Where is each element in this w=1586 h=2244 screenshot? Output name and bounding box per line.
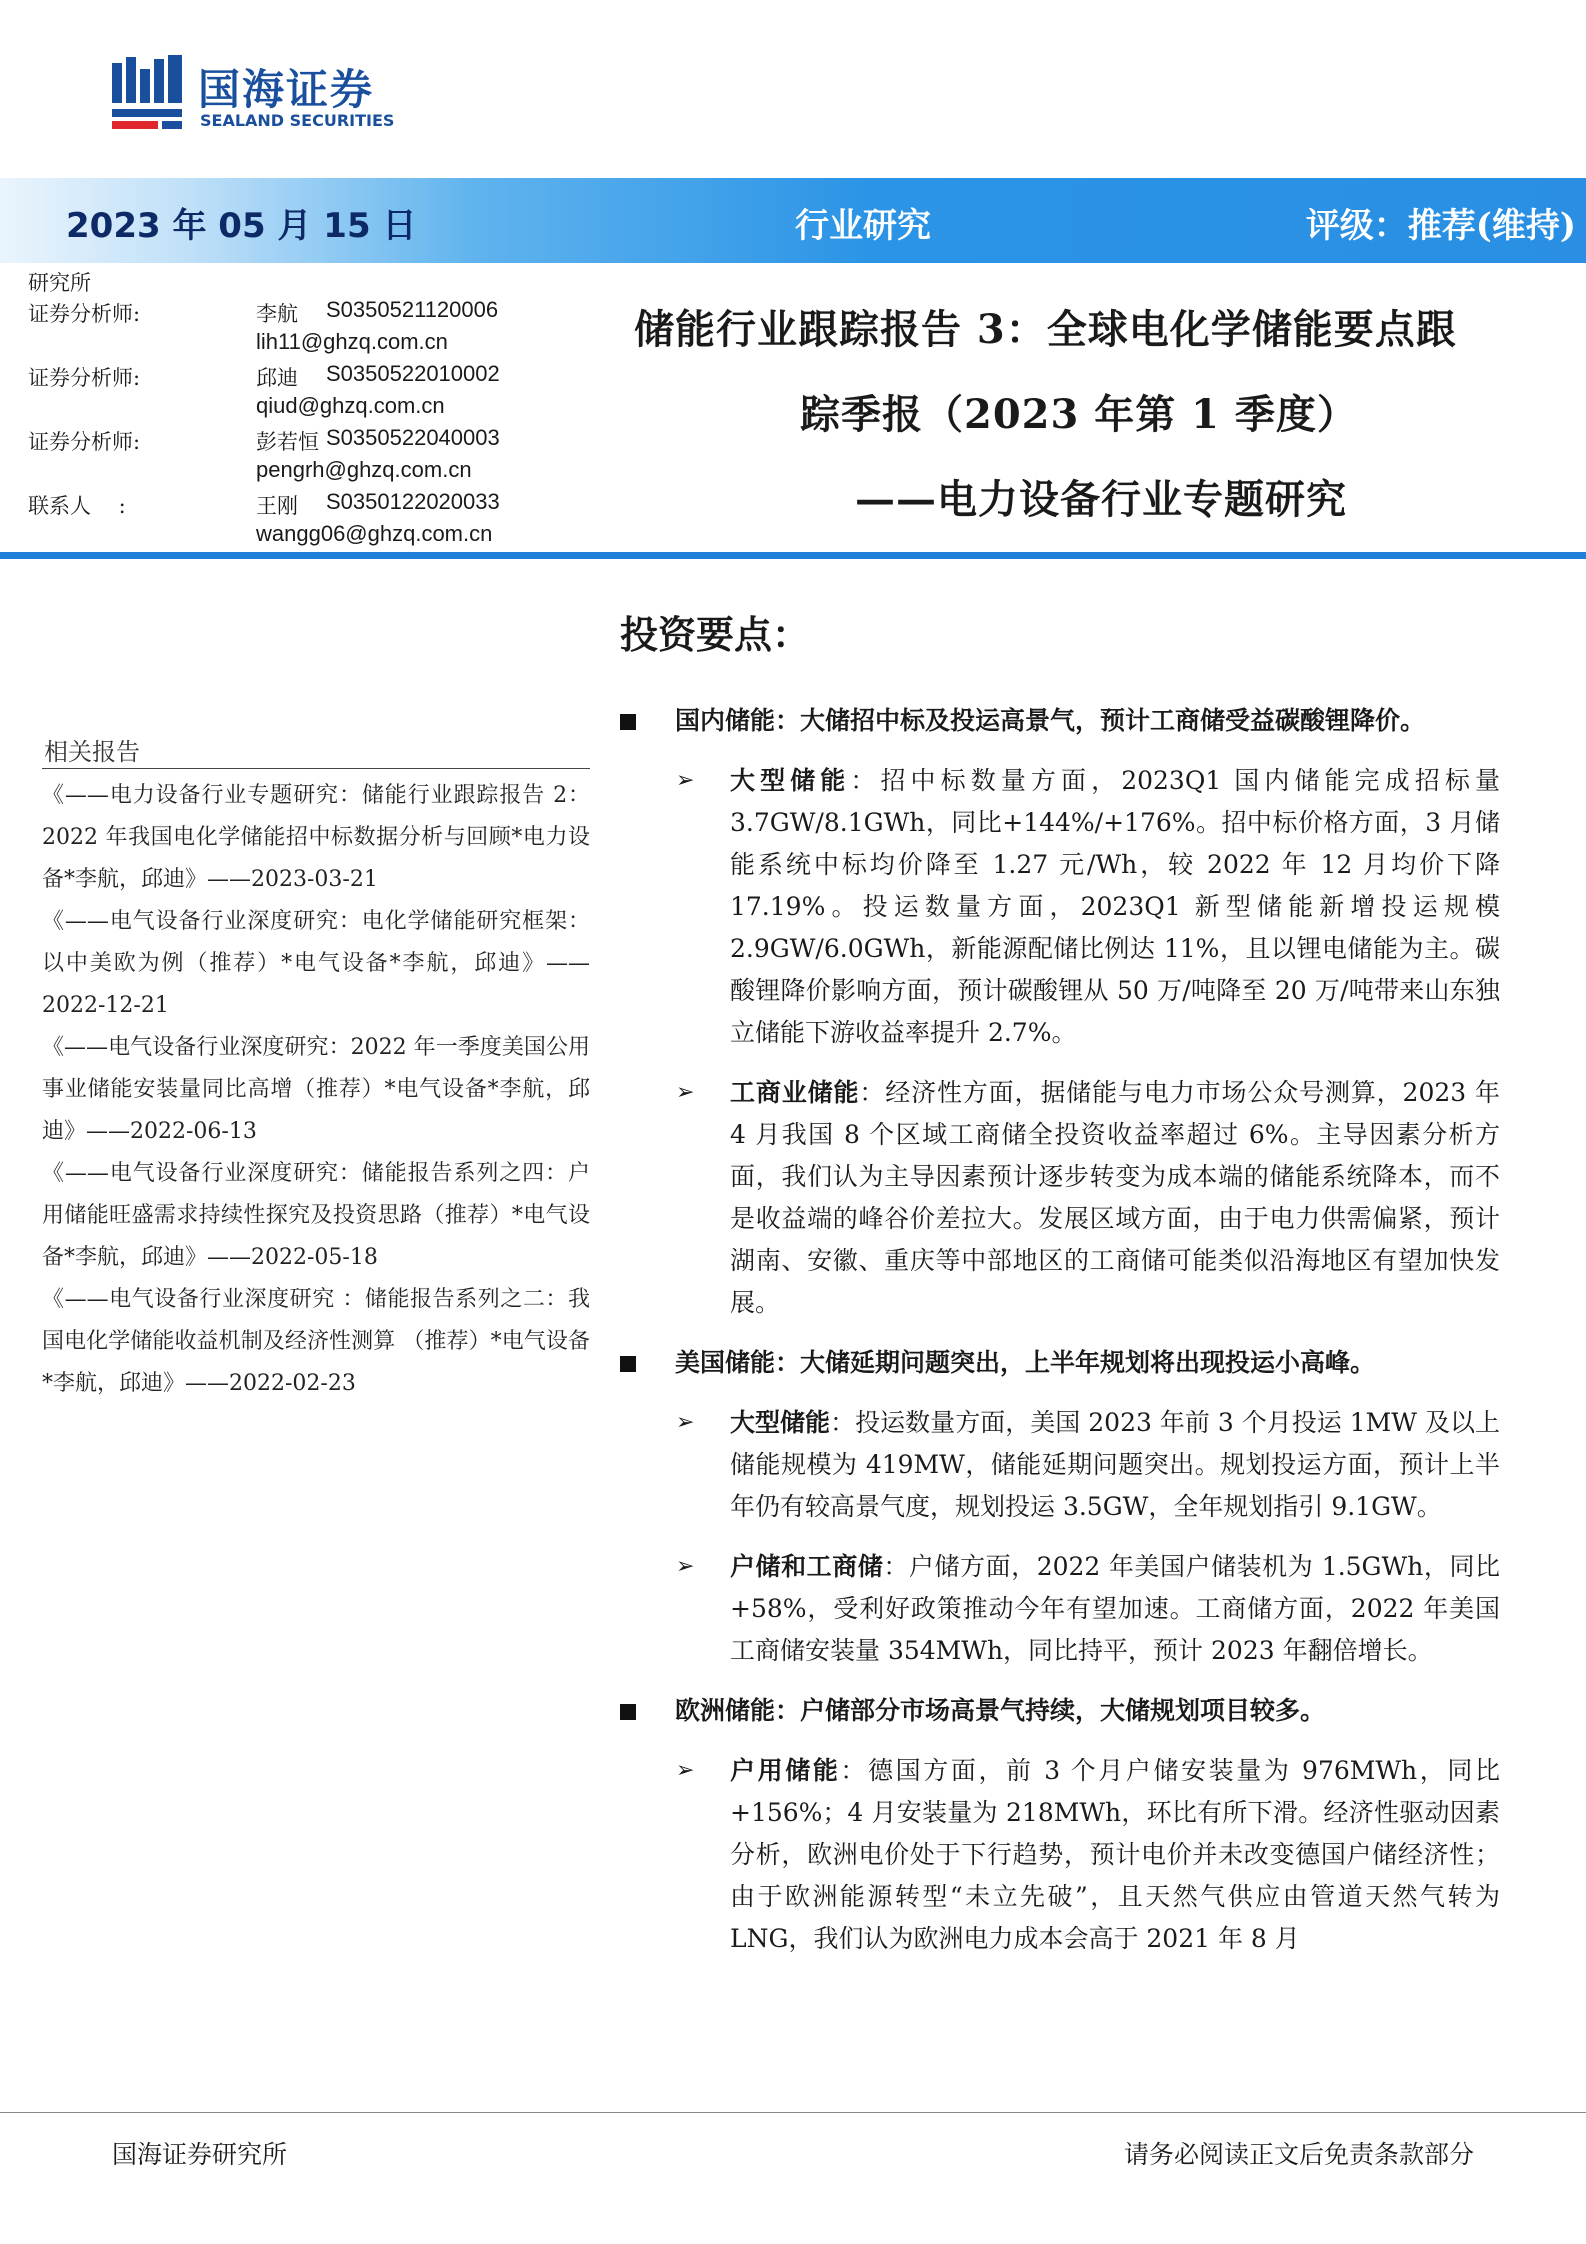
bullet-label: 大型储能: [730, 766, 851, 795]
logo-name-cn: 国海证券: [198, 65, 375, 114]
section-heading-domestic: [620, 700, 1500, 742]
arrow-bullet-icon: ➢: [676, 1758, 695, 1783]
sealand-logo-icon: [110, 55, 188, 131]
analyst-row: [28, 296, 588, 328]
analyst-email[interactable]: lih11@ghzq.com.cn: [256, 329, 448, 354]
analyst-email-row: [28, 328, 588, 360]
contact-role: 联系人 :: [28, 494, 126, 518]
square-bullet-icon: [620, 1356, 636, 1372]
section-heading-text: 国内储能：大储招中标及投运高景气，预计工商储受益碳酸锂降价。: [675, 706, 1426, 735]
bullet-text: ：户储方面，2022 年美国户储装机为 1.5GWh，同比+58%，受利好政策推动今年有望加速。工商储方面，2022 年美国工商储安装量 354MWh，同比持平，预计 2023 年翻倍增长。: [730, 1552, 1500, 1665]
arrow-bullet-icon: ➢: [676, 1554, 695, 1579]
report-title-line-1: 储能行业跟踪报告 3：全球电化学储能要点跟: [634, 306, 1457, 353]
analyst-license: S0350522040003: [326, 425, 500, 450]
company-logo: [110, 55, 410, 135]
bullet-paragraph: [620, 1546, 1500, 1672]
bullet-text: ：投运数量方面，美国 2023 年前 3 个月投运 1MW 及以上储能规模为 419MW，储能延期问题突出。规划投运方面，预计上半年仍有较高景气度，规划投运 3.5GW，全年规划指引 9.1GW。: [730, 1408, 1500, 1521]
square-bullet-icon: [620, 1704, 636, 1720]
footer-disclaimer: 请务必阅读正文后免责条款部分: [1123, 2140, 1474, 2169]
bullet-text: ：德国方面，前 3 个月户储安装量为 976MWh，同比+156%；4 月安装量为 218MWh，环比有所下滑。经济性驱动因素分析，欧洲电价处于下行趋势，预计电价并未改变德国户储经济性；由于欧洲能源转型“未立先破”，且天然气供应由管道天然气转为 LNG，我们认为欧洲电力成本会高于 2021 年 8 月: [730, 1756, 1500, 1953]
bullet-paragraph: [620, 1072, 1500, 1324]
key-points-heading: 投资要点：: [620, 612, 811, 657]
footer-divider: [0, 2112, 1586, 2113]
report-title-line-2: 踪季报（2023 年第 1 季度）: [800, 391, 1358, 438]
bullet-text: ：经济性方面，据储能与电力市场公众号测算，2023 年 4 月我国 8 个区域工商储全投资收益率超过 6%。主导因素分析方面，我们认为主导因素预计逐步转变为成本端的储能系统降本，而不是收益端的峰谷价差拉大。发展区域方面，由于电力供需偏紧，预计湖南、安徽、重庆等中部地区的工商储可能类似沿海地区有望加快发展。: [730, 1078, 1500, 1317]
logo-name-en: SEALAND SECURITIES: [200, 111, 395, 130]
related-report-link[interactable]: 《——电气设备行业深度研究 ：储能报告系列之二：我国电化学储能收益机制及经济性测算 （推荐）*电气设备*李航，邱迪》——2022-02-23: [42, 1287, 590, 1396]
analyst-role: 证券分析师:: [28, 302, 141, 326]
analyst-email[interactable]: pengrh@ghzq.com.cn: [256, 457, 472, 482]
contact-license: S0350122020033: [326, 489, 500, 514]
report-category: 行业研究: [795, 206, 931, 246]
institute-label: 研究所: [28, 271, 91, 295]
analyst-list: [28, 296, 588, 552]
related-report-link[interactable]: 《——电气设备行业深度研究：储能报告系列之四：户用储能旺盛需求持续性探究及投资思路（推荐）*电气设备*李航，邱迪》——2022-05-18: [42, 1161, 590, 1270]
section-heading-text: 欧洲储能：户储部分市场高景气持续，大储规划项目较多。: [675, 1696, 1326, 1725]
analyst-email[interactable]: qiud@ghzq.com.cn: [256, 393, 445, 418]
header-divider: [0, 552, 1586, 559]
analyst-license: S0350522010002: [326, 361, 500, 386]
analyst-email-row: [28, 392, 588, 424]
related-reports-divider: [42, 768, 590, 769]
bullet-paragraph: [620, 760, 1500, 1054]
bullet-paragraph: [620, 1402, 1500, 1528]
arrow-bullet-icon: ➢: [676, 1080, 695, 1105]
arrow-bullet-icon: ➢: [676, 768, 695, 793]
section-heading-europe: [620, 1690, 1500, 1732]
bullet-label: 工商业储能: [730, 1078, 860, 1107]
report-date: 2023 年 05 月 15 日: [66, 206, 417, 246]
arrow-bullet-icon: ➢: [676, 1410, 695, 1435]
analyst-email-row: [28, 456, 588, 488]
report-subtitle: ——电力设备行业专题研究: [855, 476, 1347, 523]
related-report-link[interactable]: 《——电力设备行业专题研究：储能行业跟踪报告 2：2022 年我国电化学储能招中标数据分析与回顾*电力设备*李航，邱迪》——2023-03-21: [42, 783, 590, 892]
related-report-link[interactable]: 《——电气设备行业深度研究：2022 年一季度美国公用事业储能安装量同比高增（推荐）*电气设备*李航，邱迪》——2022-06-13: [42, 1035, 590, 1144]
header-band: [0, 178, 1586, 263]
bullet-label: 大型储能: [730, 1408, 831, 1437]
related-report-link[interactable]: 《——电气设备行业深度研究：电化学储能研究框架：以中美欧为例（推荐）*电气设备*李航，邱迪》——2022-12-21: [42, 909, 590, 1018]
contact-email[interactable]: wangg06@ghzq.com.cn: [256, 521, 493, 546]
analyst-license: S0350521120006: [326, 297, 499, 322]
key-points-body: [620, 700, 1500, 1978]
bullet-paragraph: [620, 1750, 1500, 1960]
bullet-label: 户用储能: [730, 1756, 841, 1785]
analyst-email-row: [28, 520, 588, 552]
related-reports-heading: 相关报告: [44, 738, 140, 766]
analyst-role: 证券分析师:: [28, 430, 141, 454]
bullet-text: ：招中标数量方面，2023Q1 国内储能完成招标量 3.7GW/8.1GWh，同比+144%/+176%。招中标价格方面，3 月储能系统中标均价降至 1.27 元/Wh，较 2022 年 12 月均价下降 17.19%。投运数量方面，2023Q1 新型储能新增投运规模 2.9GW/6.0GWh，新能源配储比例达 11%，且以锂电储能为主。碳酸锂降价影响方面，预计碳酸锂从 50 万/吨降至 20 万/吨带来山东独立储能下游收益率提升 2.7%。: [730, 766, 1500, 1047]
analyst-row: [28, 424, 588, 456]
square-bullet-icon: [620, 714, 636, 730]
analyst-role: 证券分析师:: [28, 366, 141, 390]
section-heading-text: 美国储能：大储延期问题突出，上半年规划将出现投运小高峰。: [675, 1348, 1376, 1377]
analyst-row: [28, 360, 588, 392]
related-reports-list: [42, 775, 590, 1405]
analyst-row: [28, 488, 588, 520]
analyst-name: 邱迪: [256, 366, 298, 390]
bullet-label: 户储和工商储: [730, 1552, 884, 1581]
contact-name: 王刚: [256, 494, 298, 518]
analyst-name: 李航: [256, 302, 298, 326]
analyst-name: 彭若恒: [256, 430, 319, 454]
section-heading-us: [620, 1342, 1500, 1384]
footer-institute: 国海证券研究所: [112, 2140, 288, 2169]
report-rating: 评级：推荐(维持): [1305, 206, 1576, 246]
